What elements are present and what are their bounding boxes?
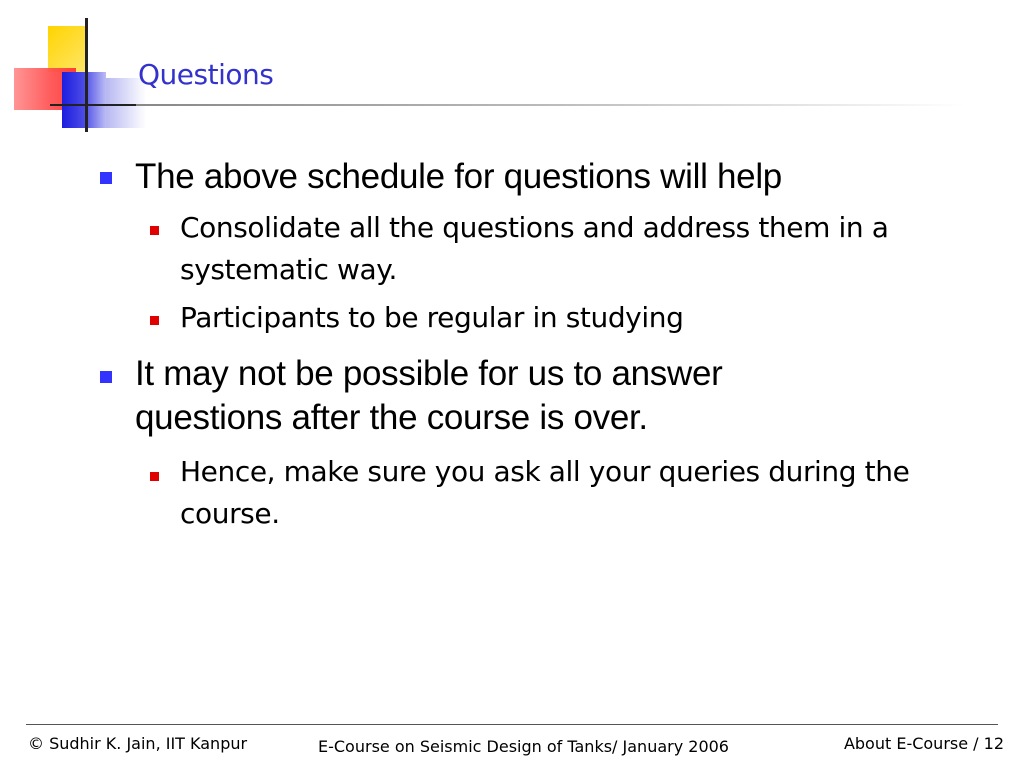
- logo-horizontal-line: [50, 104, 140, 106]
- bullet-2-sub-1-text: Hence, make sure you ask all your queries during the course.: [180, 455, 910, 530]
- sub-bullet-square-icon: [150, 226, 159, 235]
- logo-blue-square: [62, 72, 106, 128]
- footer-course-title: E-Course on Seismic Design of Tanks/ January 2006: [318, 737, 729, 756]
- footer-divider: [26, 724, 998, 725]
- bullet-2-text: It may not be possible for us to answer questions after the course is over.: [135, 354, 723, 437]
- sub-bullet-square-icon: [150, 472, 159, 481]
- footer-copyright: © Sudhir K. Jain, IIT Kanpur: [28, 734, 248, 753]
- logo-vertical-line: [85, 18, 88, 132]
- sub-bullet-square-icon: [150, 316, 159, 325]
- title-divider: [136, 104, 966, 106]
- bullet-1-text: The above schedule for questions will help: [135, 157, 782, 196]
- slide-logo-graphic: [0, 0, 150, 140]
- bullet-square-icon: [100, 172, 112, 184]
- bullet-square-icon: [100, 371, 112, 383]
- slide-title: Questions: [138, 58, 274, 91]
- bullet-1-sub-1-text: Consolidate all the questions and address them in a systematic way.: [180, 211, 889, 286]
- bullet-1-sub-2-text: Participants to be regular in studying: [180, 301, 684, 334]
- logo-yellow-square: [48, 26, 88, 72]
- footer-page-number: About E-Course / 12: [843, 734, 1004, 753]
